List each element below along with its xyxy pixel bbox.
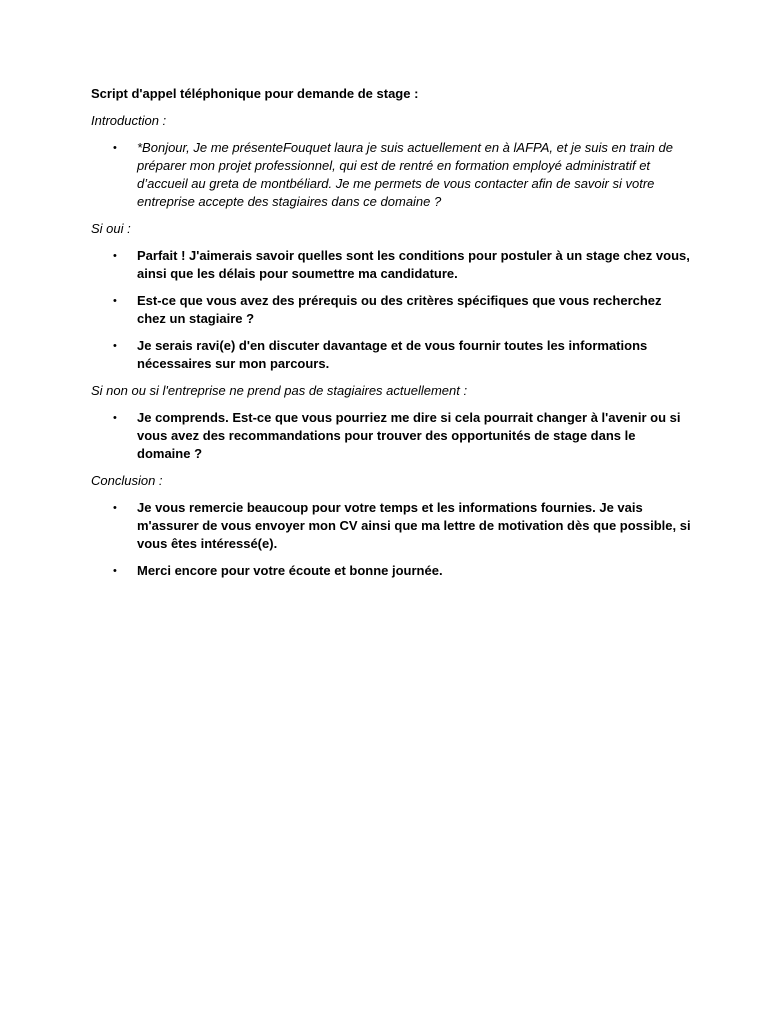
bullet-icon: • bbox=[113, 502, 117, 514]
section-label-conclusion: Conclusion : bbox=[91, 473, 163, 488]
list-item-text: Est-ce que vous avez des prérequis ou des critères spécifiques que vous recherchez chez un stagiaire ? bbox=[137, 293, 662, 326]
bullet-icon: • bbox=[113, 412, 117, 424]
section-label-introduction: Introduction : bbox=[91, 113, 167, 128]
bullet-list-conclusion bbox=[91, 499, 691, 580]
section-label-si-non: Si non ou si l'entreprise ne prend pas de stagiaires actuellement : bbox=[91, 383, 468, 398]
list-item-text: Merci encore pour votre écoute et bonne journée. bbox=[137, 563, 443, 578]
list-item bbox=[91, 409, 691, 463]
bullet-icon: • bbox=[113, 565, 117, 577]
list-item-text: *Bonjour, Je me présenteFouquet laura je suis actuellement en à lAFPA, et je suis en train de préparer mon projet professionnel, qui est de rentré en formation employé administratif et d’accueil au greta de montbéliard. Je me permets de vous contacter afin de savoir si votre entreprise accepte des stagiaires dans ce domaine ? bbox=[137, 140, 673, 209]
bullet-list-si-oui bbox=[91, 247, 691, 373]
list-item bbox=[91, 292, 691, 328]
document-title: Script d'appel téléphonique pour demande de stage : bbox=[91, 86, 419, 101]
list-item-text: Je serais ravi(e) d'en discuter davantage et de vous fournir toutes les informations nécessaires sur mon parcours. bbox=[137, 338, 648, 371]
bullet-icon: • bbox=[113, 340, 117, 352]
list-item bbox=[91, 139, 691, 211]
section-label-si-oui: Si oui : bbox=[91, 221, 131, 236]
bullet-list-si-non bbox=[91, 409, 691, 463]
bullet-icon: • bbox=[113, 295, 117, 307]
list-item-text: Je comprends. Est-ce que vous pourriez me dire si cela pourrait changer à l'avenir ou si vous avez des recommandations pour trouver des opportunités de stage dans le domaine ? bbox=[137, 410, 681, 461]
list-item bbox=[91, 562, 691, 580]
document-body bbox=[91, 85, 691, 589]
bullet-list-introduction bbox=[91, 139, 691, 211]
list-item bbox=[91, 337, 691, 373]
list-item-text: Parfait ! J'aimerais savoir quelles sont les conditions pour postuler à un stage chez vous, ainsi que les délais pour soumettre ma candidature. bbox=[137, 248, 690, 281]
list-item-text: Je vous remercie beaucoup pour votre temps et les informations fournies. Je vais m'assurer de vous envoyer mon CV ainsi que ma lettre de motivation dès que possible, si vous êtes intéressé(e). bbox=[137, 500, 691, 551]
bullet-icon: • bbox=[113, 250, 117, 262]
list-item bbox=[91, 499, 691, 553]
list-item bbox=[91, 247, 691, 283]
bullet-icon: • bbox=[113, 142, 117, 154]
